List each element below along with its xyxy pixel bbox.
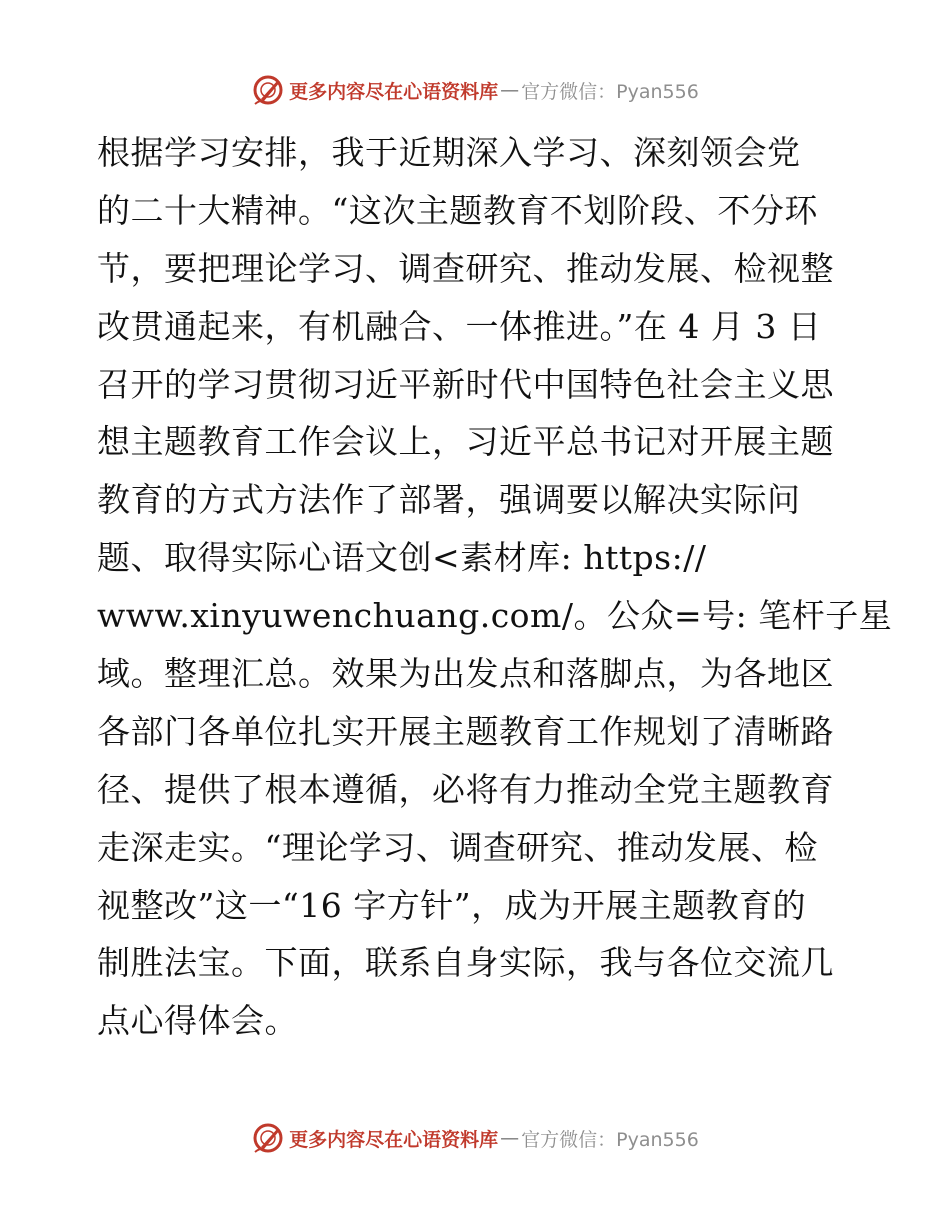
paragraph-line: 各部门各单位扎实开展主题教育工作规划了清晰路 [97,711,834,751]
watermark-wechat-text: 官方微信：Pyan556 [521,80,699,103]
footer-watermark [0,1118,950,1158]
watermark-dash: — [500,79,520,101]
paragraph-line: www.xinyuwenchuang.com/。公众=号: 笔杆子星 [97,596,893,636]
paragraph-line: 径、提供了根本遵循，必将有力推动全党主题教育 [97,769,834,809]
paragraph-line: 的二十大精神。“这次主题教育不划阶段、不分环 [97,190,818,230]
pen-logo-icon [251,1121,285,1155]
body-paragraph [97,124,893,1050]
paragraph-line: 根据学习安排，我于近期深入学习、深刻领会党 [97,133,801,172]
paragraph-line: 视整改”这一“16 字方针”，成为开展主题教育的 [97,885,807,925]
watermark-dash: — [500,1127,520,1149]
paragraph-line: 走深走实。“理论学习、调查研究、推动发展、检 [97,827,818,867]
paragraph-line: 召开的学习贯彻习近平新时代中国特色社会主义思 [97,364,834,404]
watermark-main-text: 更多内容尽在心语资料库 [289,80,499,103]
paragraph-line: 改贯通起来，有机融合、一体推进。”在 4 月 3 日 [97,306,822,346]
watermark-wechat-text: 官方微信：Pyan556 [521,1128,699,1151]
paragraph-line: 题、取得实际心语文创<素材库: https:// [97,538,707,578]
paragraph-line: 域。整理汇总。效果为出发点和落脚点，为各地区 [97,654,834,694]
paragraph-line: 节，要把理论学习、调查研究、推动发展、检视整 [97,248,834,288]
paragraph-line: 教育的方式方法作了部署，强调要以解决实际问 [97,480,801,520]
header-watermark [0,70,950,110]
pen-logo-icon [251,73,285,107]
paragraph-line: 点心得体会。 [97,1001,298,1041]
paragraph-line: 想主题教育工作会议上，习近平总书记对开展主题 [97,422,834,462]
paragraph-line: 制胜法宝。下面，联系自身实际，我与各位交流几 [97,943,834,983]
watermark-main-text: 更多内容尽在心语资料库 [289,1128,499,1151]
